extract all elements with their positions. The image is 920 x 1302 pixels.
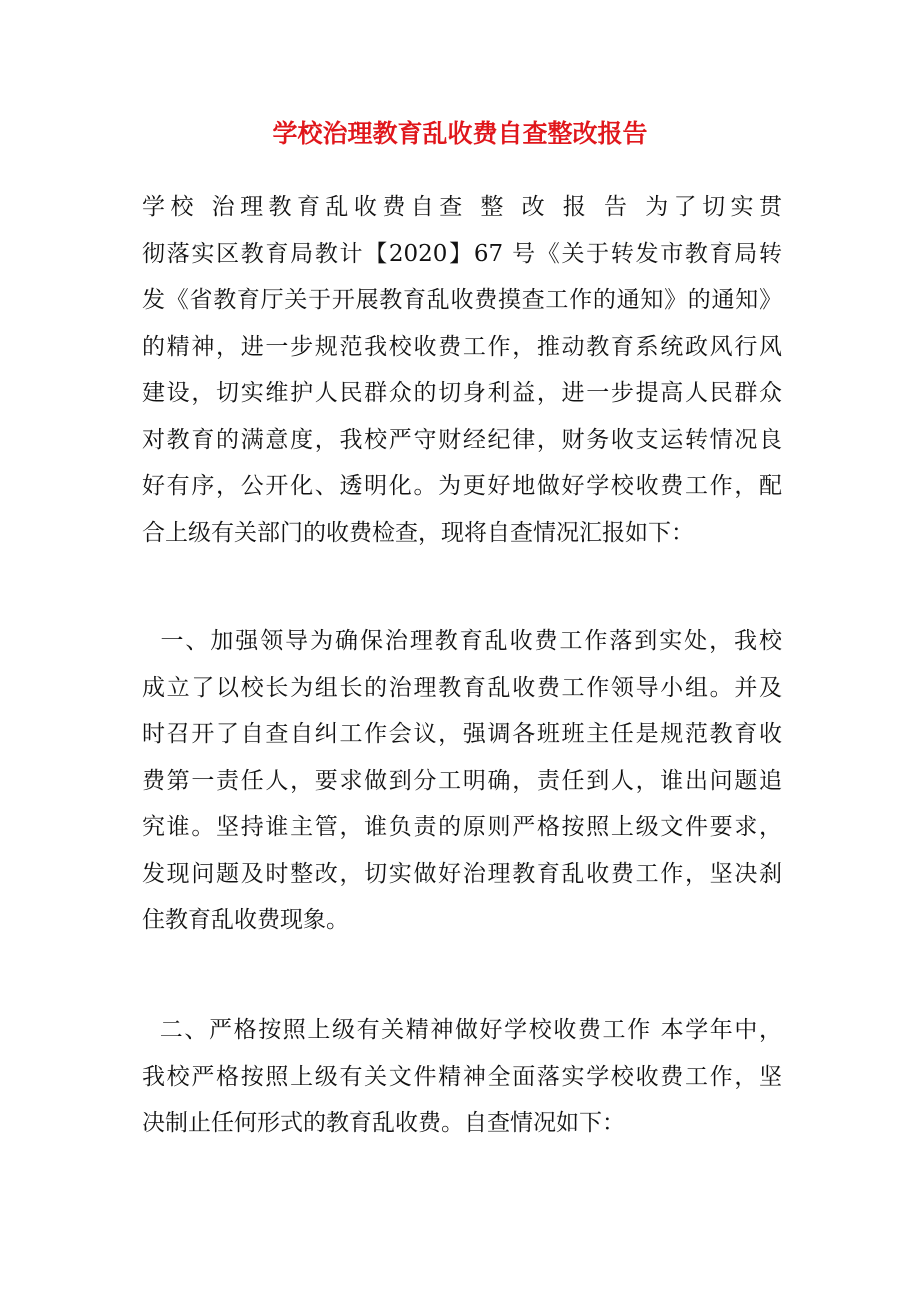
text-line: 一、加强领导为确保治理教育乱收费工作落到实处，我校 [142, 628, 782, 654]
text-line: 我校严格按照上级有关文件精神全面落实学校收费工作，坚 [142, 1063, 782, 1090]
text-line: 发现问题及时整改，切实做好治理教育乱收费工作，坚决刹 [142, 860, 782, 887]
text-line: 发《省教育厅关于开展教育乱收费摸查工作的通知》的通知》 [142, 287, 782, 313]
text-line: 究谁。坚持谁主管，谁负责的原则严格按照上级文件要求， [142, 814, 782, 840]
text-line: 彻落实区教育局教计【2020】67 号《关于转发市教育局转 [142, 240, 782, 267]
paragraph-section-two [142, 1007, 782, 1147]
text-line: 成立了以校长为组长的治理教育乱收费工作领导小组。并及 [142, 674, 782, 701]
text-line: 建设，切实维护人民群众的切身利益，进一步提高人民群众 [142, 380, 782, 406]
text-line: 对教育的满意度，我校严守财经纪律，财务收支运转情况良 [142, 426, 782, 453]
text-line: 二、严格按照上级有关精神做好学校收费工作 本学年中， [142, 1017, 782, 1043]
text-line: 时召开了自查自纠工作会议，强调各班班主任是规范教育收 [142, 721, 782, 747]
text-line: 合上级有关部门的收费检查，现将自查情况汇报如下： [142, 519, 694, 546]
paragraph-section-one [142, 618, 782, 944]
text-line: 费第一责任人，要求做到分工明确，责任到人，谁出问题追 [142, 767, 782, 794]
text-line: 学校 治理教育乱收费自查 整 改 报 告 为了切实贯 [142, 194, 782, 220]
text-line: 住教育乱收费现象。 [142, 907, 349, 933]
text-line: 好有序，公开化、透明化。为更好地做好学校收费工作，配 [142, 473, 782, 499]
text-line: 决制止任何形式的教育乱收费。自查情况如下： [142, 1110, 625, 1136]
document-title: 学校治理教育乱收费自查整改报告 [272, 119, 648, 148]
paragraph-intro [142, 184, 782, 556]
text-line: 的精神，进一步规范我校收费工作，推动教育系统政风行风 [142, 333, 782, 360]
